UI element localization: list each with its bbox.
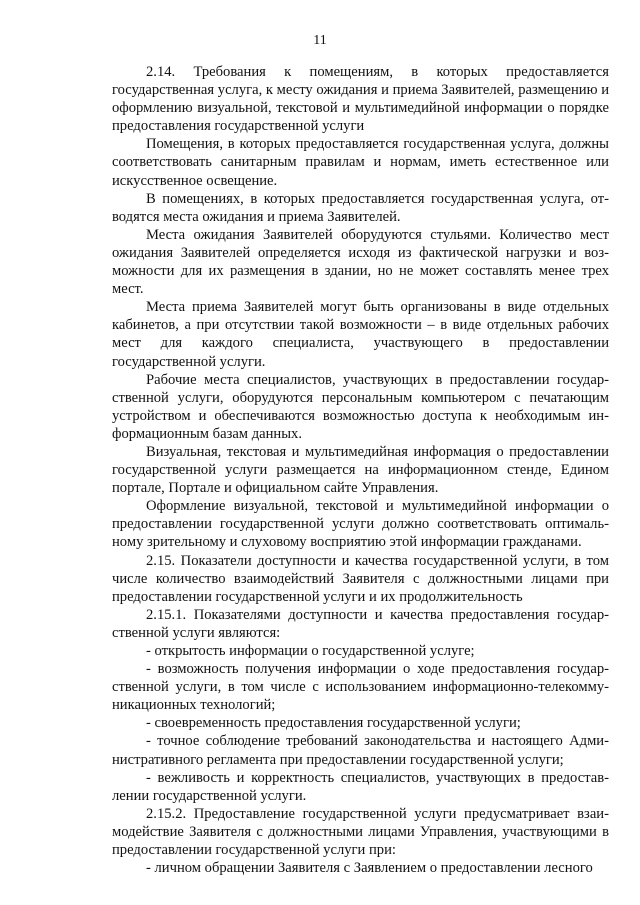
list-item: - открытость информации о государственной услуге;	[146, 643, 475, 659]
list-item: - возможность получения информации о ходе предоставления государственной услуги, в том числе с использованием информационно-телекоммуникационных технологий;	[112, 661, 609, 714]
paragraph-premises-requirements: Помещения, в которых предоставляется государственная услуга, должны соответствовать санитарным правилам и нормам, иметь естественное или искусственное освещение.	[112, 136, 609, 189]
list-item: - вежливость и корректность специалистов, участвующих в предоставлении государственной услуги.	[112, 769, 609, 804]
paragraph-information-design: Оформление визуальной, текстовой и мультимедийной информации о предоставлении государственной услуги должно соответствовать оптимальному зрительному и слуховому восприятию этой информации гражданами.	[112, 498, 609, 551]
list-item: - своевременность предоставления государственной услуги;	[146, 715, 521, 732]
paragraph-waiting-places: В помещениях, в которых предоставляется государственная услуга, отводятся места ожидания и приема Заявителей.	[112, 190, 609, 225]
paragraph-visual-information: Визуальная, текстовая и мультимедийная информация о предоставлении государственной услуги размещается на информационном стенде, Едином портале, Портале и официальном сайте Управления.	[112, 443, 609, 497]
paragraph-reception-places: Места приема Заявителей могут быть организованы в виде отдельных кабинетов, а при отсутствии такой возможности – в виде отдельных рабочих мест для каждого специалиста, участвующего в предоставлении государственной услуги.	[112, 299, 609, 370]
paragraph-waiting-seats: Места ожидания Заявителей оборудуются стульями. Количество мест ожидания Заявителей определяется исходя из фактической нагрузки и возможности для их размещения в здании, но не может составлять менее трех мест.	[112, 226, 609, 298]
paragraph-2-15-1: 2.15.1. Показателями доступности и качества предоставления государственной услуги являются:	[112, 606, 609, 641]
page-number: 11	[313, 33, 327, 48]
paragraph-2-15-heading: 2.15. Показатели доступности и качества государственной услуги, в том числе количество взаимодействий Заявителя с должностными лицами при предоставлении государственной услуги и их продолжительность	[112, 552, 609, 605]
paragraph-2-15-2: 2.15.2. Предоставление государственной услуги предусматривает взаимодействие Заявителя с должностными лицами Управления, участвующими в предоставлении государственной услуги при:	[112, 805, 609, 859]
paragraph-workplaces: Рабочие места специалистов, участвующих в предоставлении государственной услуги, оборудуются персональным компьютером с печатающим устройством и обеспечиваются возможностью доступа к необходимым информационным базам данных.	[112, 371, 609, 442]
list-item: - личном обращении Заявителя с Заявлением о предоставлении лесного	[146, 860, 593, 877]
document-body	[112, 63, 609, 877]
list-item: - точное соблюдение требований законодательства и настоящего Административного регламента при предоставлении государственной услуги;	[112, 733, 609, 768]
paragraph-2-14-heading: 2.14. Требования к помещениям, в которых предоставляется государственная услуга, к месту ожидания и приема Заявителей, размещению и оформлению визуальной, текстовой и мультимедийной информации о порядке предоставления государственной услуги	[112, 64, 609, 135]
